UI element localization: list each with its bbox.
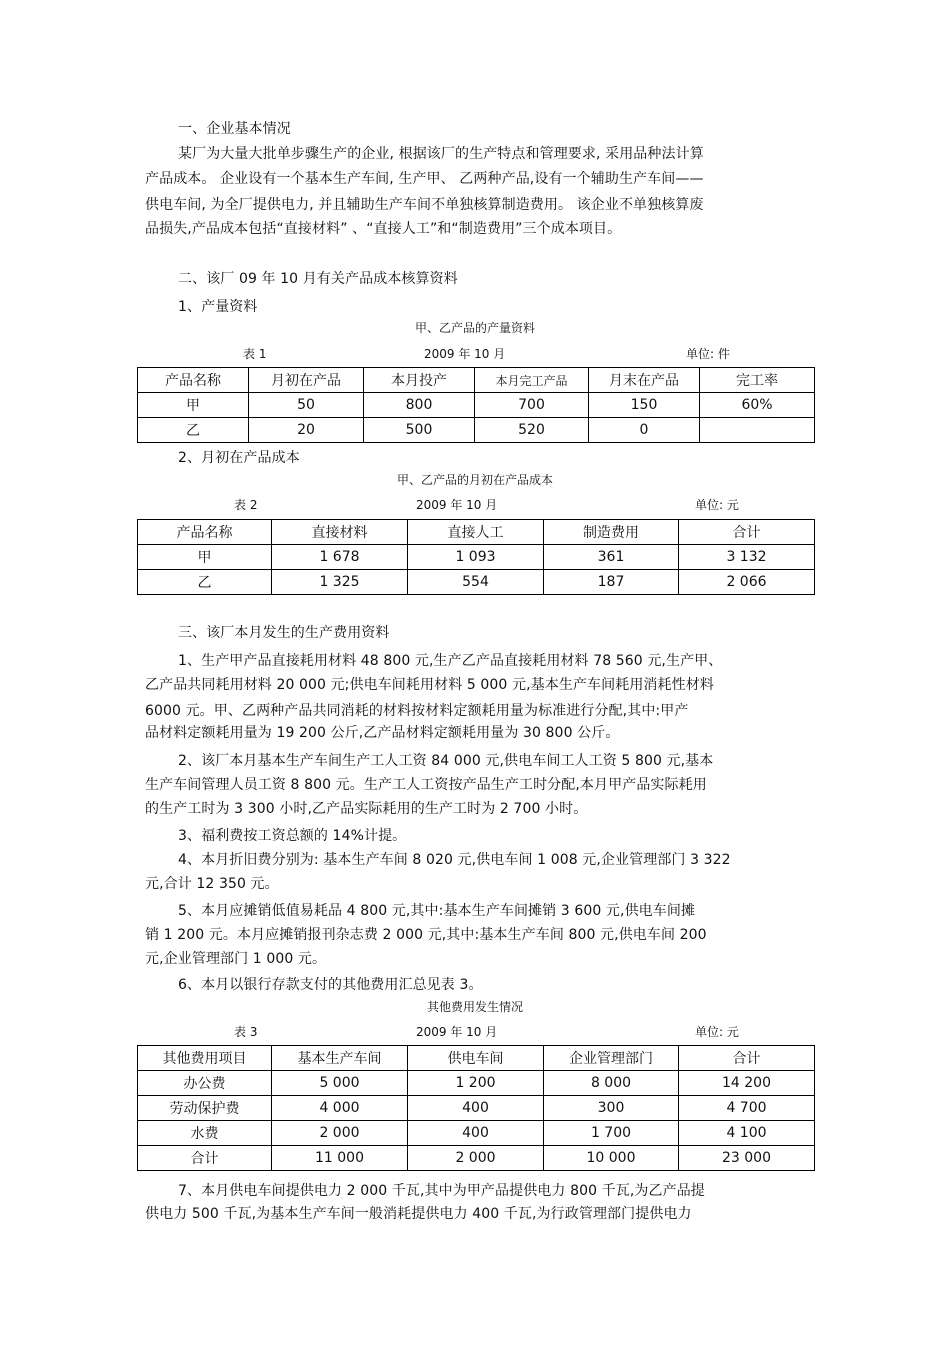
section2-heading: 二、该厂 09 年 10 月有关产品成本核算资料 (178, 271, 458, 287)
table-header-row (138, 1046, 815, 1071)
section3-line: 6000 元。甲、乙两种产品共同消耗的材料按材料定额耗用量为标准进行分配,其中:甲产 (145, 703, 689, 719)
section3-heading: 三、该厂本月发生的生产费用资料 (178, 625, 390, 641)
table-cell: 361 (544, 545, 679, 570)
table-cell: 50 (249, 393, 364, 418)
table-cell: 甲 (138, 393, 249, 418)
table-header-cell: 基本生产车间 (272, 1046, 408, 1071)
table-cell: 甲 (138, 545, 272, 570)
section3-line: 5、本月应摊销低值易耗品 4 800 元,其中:基本生产车间摊销 3 600 元,供电车间摊 (178, 903, 696, 919)
section3-line: 品材料定额耗用量为 19 200 公斤,乙产品材料定额耗用量为 30 800 公斤。 (145, 725, 620, 741)
table2-title: 甲、乙产品的月初在产品成本 (396, 473, 553, 487)
section3-line: 供电力 500 千瓦,为基本生产车间一般消耗提供电力 400 千瓦,为行政管理部门提供电力 (145, 1206, 692, 1222)
table-cell: 800 (364, 393, 475, 418)
table2-label: 表 2 (234, 498, 258, 512)
table-header-cell: 制造费用 (544, 520, 679, 545)
table-cell: 乙 (138, 570, 272, 595)
section1-line: 品损失,产品成本包括“直接材料” 、“直接人工”和“制造费用”三个成本项目。 (145, 221, 622, 237)
table-cell: 150 (589, 393, 700, 418)
table-cell: 办公费 (138, 1071, 272, 1096)
table-cell: 1 700 (544, 1121, 679, 1146)
table-cell: 554 (408, 570, 544, 595)
table3-other-expenses (137, 1045, 815, 1171)
table-cell: 合计 (138, 1146, 272, 1171)
table-header-row (138, 520, 815, 545)
section1-heading: 一、企业基本情况 (178, 121, 291, 137)
table3-unit: 单位: 元 (695, 1025, 739, 1039)
table-header-cell: 完工率 (700, 368, 815, 393)
table-header-cell: 产品名称 (138, 368, 249, 393)
table-cell: 11 000 (272, 1146, 408, 1171)
table-cell: 10 000 (544, 1146, 679, 1171)
table-row (138, 545, 815, 570)
section1-line: 供电车间, 为全厂提供电力, 并且辅助生产车间不单独核算制造费用。 该企业不单独核算废 (145, 197, 704, 213)
section1-line: 某厂为大量大批单步骤生产的企业, 根据该厂的生产特点和管理要求, 采用品种法计算 (178, 146, 704, 162)
table-header-cell: 其他费用项目 (138, 1046, 272, 1071)
table-cell: 1 325 (272, 570, 408, 595)
table-row (138, 570, 815, 595)
table-cell: 1 093 (408, 545, 544, 570)
table-header-cell: 本月投产 (364, 368, 475, 393)
table1-date: 2009 年 10 月 (424, 347, 506, 361)
table-cell: 水费 (138, 1121, 272, 1146)
table-cell: 700 (475, 393, 589, 418)
table-cell: 3 132 (679, 545, 815, 570)
section3-line: 4、本月折旧费分别为: 基本生产车间 8 020 元,供电车间 1 008 元,企业管理部门 3 322 (178, 852, 731, 868)
table2-opening-cost (137, 519, 815, 595)
table-cell: 20 (249, 418, 364, 443)
table-header-cell: 月末在产品 (589, 368, 700, 393)
table-cell: 400 (408, 1096, 544, 1121)
table-header-cell: 直接材料 (272, 520, 408, 545)
table-cell (700, 418, 815, 443)
table-cell: 2 066 (679, 570, 815, 595)
table-cell: 4 100 (679, 1121, 815, 1146)
section3-line: 元,企业管理部门 1 000 元。 (145, 951, 327, 967)
table-header-cell: 企业管理部门 (544, 1046, 679, 1071)
table-cell: 乙 (138, 418, 249, 443)
table-cell: 400 (408, 1121, 544, 1146)
table-cell: 187 (544, 570, 679, 595)
section3-line: 元,合计 12 350 元。 (145, 876, 279, 892)
table3-label: 表 3 (234, 1025, 258, 1039)
table2-date: 2009 年 10 月 (416, 498, 498, 512)
table-row (138, 1096, 815, 1121)
table-header-cell: 供电车间 (408, 1046, 544, 1071)
table-cell: 8 000 (544, 1071, 679, 1096)
table3-date: 2009 年 10 月 (416, 1025, 498, 1039)
table-header-cell: 合计 (679, 1046, 815, 1071)
section3-line: 的生产工时为 3 300 小时,乙产品实际耗用的生产工时为 2 700 小时。 (145, 801, 588, 817)
table-cell: 14 200 (679, 1071, 815, 1096)
section3-line: 乙产品共同耗用材料 20 000 元;供电车间耗用材料 5 000 元,基本生产车间耗用消耗性材料 (145, 677, 714, 693)
section3-line: 1、生产甲产品直接耗用材料 48 800 元,生产乙产品直接耗用材料 78 560 元,生产甲、 (178, 653, 723, 669)
table-cell: 300 (544, 1096, 679, 1121)
table-cell: 4 000 (272, 1096, 408, 1121)
table-row (138, 1121, 815, 1146)
table3-title: 其他费用发生情况 (426, 1000, 523, 1014)
subheading-output: 1、产量资料 (178, 299, 258, 315)
table-row (138, 418, 815, 443)
table1-label: 表 1 (243, 347, 267, 361)
table-cell: 2 000 (272, 1121, 408, 1146)
table1-output (137, 367, 815, 443)
table-cell: 500 (364, 418, 475, 443)
table-cell: 0 (589, 418, 700, 443)
table2-unit: 单位: 元 (695, 498, 739, 512)
table1-title: 甲、乙产品的产量资料 (414, 321, 535, 335)
table-cell: 1 200 (408, 1071, 544, 1096)
subheading-opening-cost: 2、月初在产品成本 (178, 450, 300, 466)
table-cell: 23 000 (679, 1146, 815, 1171)
table-header-cell: 产品名称 (138, 520, 272, 545)
section3-line: 2、该厂本月基本生产车间生产工人工资 84 000 元,供电车间工人工资 5 800 元,基本 (178, 753, 714, 769)
table-row (138, 1071, 815, 1096)
table1-unit: 单位: 件 (686, 347, 730, 361)
table-cell: 2 000 (408, 1146, 544, 1171)
section3-line: 7、本月供电车间提供电力 2 000 千瓦,其中为甲产品提供电力 800 千瓦,为乙产品提 (178, 1183, 705, 1199)
table-cell: 60% (700, 393, 815, 418)
section1-line: 产品成本。 企业设有一个基本生产车间, 生产甲、 乙两种产品,设有一个辅助生产车间—— (145, 171, 704, 187)
table-header-cell: 本月完工产品 (475, 368, 589, 393)
table-cell: 1 678 (272, 545, 408, 570)
table-header-cell: 直接人工 (408, 520, 544, 545)
section3-line: 6、本月以银行存款支付的其他费用汇总见表 3。 (178, 977, 483, 993)
table-cell: 4 700 (679, 1096, 815, 1121)
section3-line: 生产车间管理人员工资 8 800 元。生产工人工资按产品生产工时分配,本月甲产品实际耗用 (145, 777, 707, 793)
table-header-row (138, 368, 815, 393)
table-cell: 520 (475, 418, 589, 443)
table-cell: 5 000 (272, 1071, 408, 1096)
table-header-cell: 月初在产品 (249, 368, 364, 393)
table-row (138, 393, 815, 418)
section3-line: 销 1 200 元。本月应摊销报刊杂志费 2 000 元,其中:基本生产车间 800 元,供电车间 200 (145, 927, 707, 943)
table-total-row (138, 1146, 815, 1171)
table-header-cell: 合计 (679, 520, 815, 545)
table-cell: 劳动保护费 (138, 1096, 272, 1121)
section3-line: 3、福利费按工资总额的 14%计提。 (178, 828, 407, 844)
